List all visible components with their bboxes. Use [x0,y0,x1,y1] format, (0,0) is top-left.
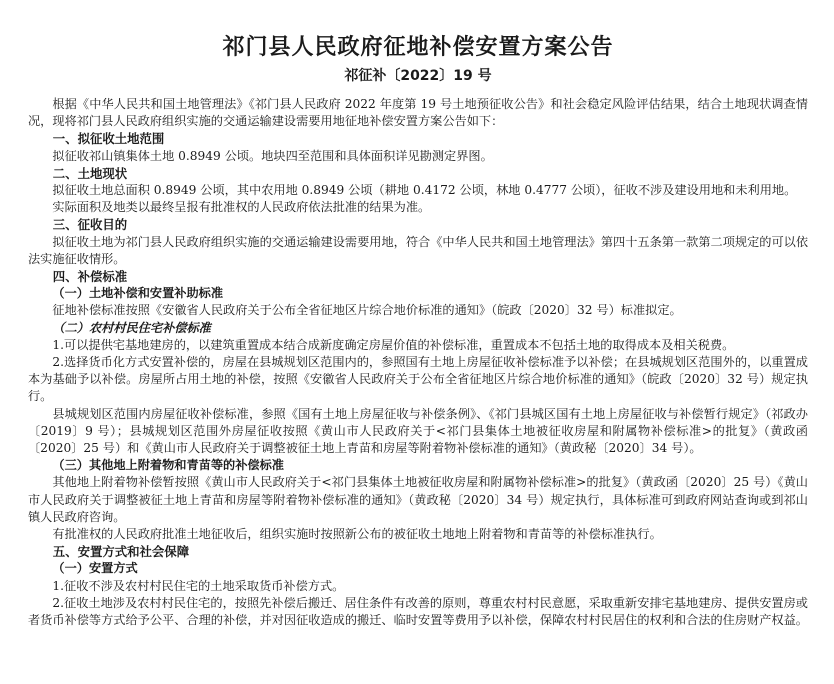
intro-paragraph: 根据《中华人民共和国土地管理法》《祁门县人民政府 2022 年度第 19 号土地预征收公告》和社会稳定风险评估结果，结合土地现状调查情况，现将祁门县人民政府组织实施的交通运输建设需要用地征地补偿安置方案公告如下： [28,97,808,129]
section-5-sub-1-paragraph-2: 2.征收土地涉及农村村民住宅的，按照先补偿后搬迁、居住条件有改善的原则，尊重农村村民意愿，采取重新安排宅基地建房、提供安置房或者货币补偿等方式给予公平、合理的补偿，并对因征收造成的搬迁、临时安置等费用予以补偿，保障农村村民居住的权利和合法的住房财产权益。 [28,595,808,628]
section-4-sub-2-heading: （二）农村村民住宅补偿标准 [52,320,211,335]
section-4-sub-1-paragraph: 征地补偿标准按照《安徽省人民政府关于公布全省征地区片综合地价标准的通知》（皖政〔2020〕32 号）标准拟定。 [52,303,682,318]
section-4-heading: 四、补偿标准 [52,269,128,285]
section-2-paragraph-2: 实际面积及地类以最终呈报有批准权的人民政府依法批准的结果为准。 [52,200,431,215]
section-3-paragraph: 拟征收土地为祁门县人民政府组织实施的交通运输建设需要用地，符合《中华人民共和国土地管理法》第四十五条第一款第二项规定的可以依法实施征收情形。 [28,234,809,266]
section-4-sub-3-heading: （三）其他地上附着物和青苗等的补偿标准 [52,458,284,473]
document-body [28,96,808,629]
section-1-paragraph: 拟征收祁山镇集体土地 0.8949 公顷。地块四至范围和具体面积详见勘测定界图。 [52,148,493,163]
section-4-sub-2-paragraph-2: 2.选择货币化方式安置补偿的，房屋在县城规划区范围内的，参照国有土地上房屋征收补偿标准予以补偿；在县城规划区范围外的，以重置成本为基础予以补偿。房屋所占用土地的补偿，按照《安徽省人民政府关于公布全省征地区片综合地价标准的通知》（皖政〔2020〕32 号）规定执行。 [28,355,808,404]
section-4-sub-3-paragraph-2: 有批准权的人民政府批准土地征收后，组织实施时按照新公布的被征收土地地上附着物和青苗等的补偿标准执行。 [52,527,662,542]
section-4-sub-2-paragraph-1: 1.可以提供宅基地建房的，以建筑重置成本结合成新度确定房屋价值的补偿标准，重置成本不包括土地的取得成本及相关税费。 [52,337,735,352]
section-2-heading: 二、土地现状 [52,165,128,181]
section-1-heading: 一、拟征收土地范围 [52,131,165,147]
section-3-heading: 三、征收目的 [52,217,128,233]
section-2-paragraph-1: 拟征收土地总面积 0.8949 公顷，其中农用地 0.8949 公顷（耕地 0.4172 公顷，林地 0.4777 公顷），征收不涉及建设用地和未利用地。 [52,183,797,198]
section-4-sub-3-paragraph-1: 其他地上附着物补偿暂按照《黄山市人民政府关于<祁门县集体土地被征收房屋和附属物补偿标准>的批复》（黄政函〔2020〕25 号）《黄山市人民政府关于调整被征土地上青苗和房屋等附着物补偿标准的通知》（黄政秘〔2020〕34 号）规定执行，具体标准可到政府网站查询或到祁山镇人民政府咨询。 [28,475,808,524]
section-5-heading: 五、安置方式和社会保障 [52,544,190,560]
section-5-sub-1-heading: （一）安置方式 [52,561,138,576]
document-title: 祁门县人民政府征地补偿安置方案公告 [222,35,614,60]
section-5-sub-1-paragraph-1: 1.征收不涉及农村村民住宅的土地采取货币补偿方式。 [52,578,345,593]
section-4-sub-1-heading: （一）土地补偿和安置补助标准 [52,286,224,301]
document-number: 祁征补〔2022〕19 号 [344,68,492,84]
section-4-sub-2-paragraph-3: 县城规划区范围内房屋征收补偿标准，参照《国有土地上房屋征收与补偿条例》、《祁门县城区国有土地上房屋征收与补偿暂行规定》（祁政办〔2019〕9 号）；县城规划区范围外房屋征收按照《黄山市人民政府关于<祁门县集体土地被征收房屋和附属物补偿标准>的批复》（黄政函〔2020〕25 号）和《黄山市人民政府关于调整被征土地上青苗和房屋等附着物补偿标准的通知》（黄政秘〔2020〕34 号）。 [28,406,808,456]
